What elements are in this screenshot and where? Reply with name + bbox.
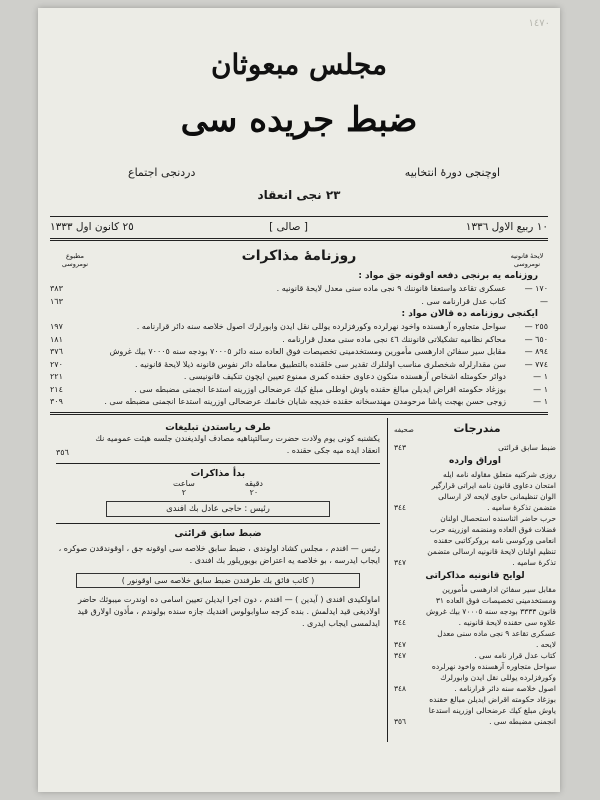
page-title: ضبط جريده سى [180, 100, 418, 140]
agenda-item-number: — [540, 296, 548, 306]
agenda-list [50, 270, 548, 409]
hijri-date: ١٠ ربيع الاول ١٣٣٦ [465, 221, 548, 233]
column-divider [387, 418, 388, 742]
announcement-page: ٣٥٦ [56, 448, 69, 457]
contents-item-page: ٣٤٤ [394, 618, 407, 627]
agenda-item-number: ١ — [533, 384, 548, 394]
announcement [56, 433, 380, 457]
contents-item-page: ٣٤٤ [394, 503, 407, 512]
contents-item [394, 442, 556, 453]
contents-page-label: صحيفه [394, 426, 414, 434]
contents-item-text: سواحل متجاوره آرهسنده واخود نهرلرده وكورفزلرده يوللى نقل ايدن وابورلرك اصول خلاصه سنه دائر قرارنامه . [431, 662, 556, 693]
meeting-label: دردنجى اجتماع [128, 166, 196, 179]
agenda-item-text: مقابل سير سفائن ادارهسى مأمورين ومستخدمينى تخصيصات فوق العاده سنه دائر ٧٠٠٠٥ بودجه سنه ٧٠٠٠٥ بيك غروش [109, 347, 506, 356]
hour-label: ساعت [173, 479, 195, 488]
contents-item-page: ٣٤٧ [394, 558, 407, 567]
agenda-left-header: مطبوع نومروسى [61, 252, 89, 268]
contents-item-page: ٣٤٨ [394, 684, 407, 693]
chair-box: رئيس : حاجى عادل بك افندى [106, 501, 330, 517]
contents-item [394, 584, 556, 628]
agenda-item [50, 359, 548, 372]
term-label: اوچنجى دورۀ انتخابيه [404, 166, 500, 179]
session-time [56, 479, 380, 497]
day-of-week: [ صالى ] [269, 221, 308, 233]
agenda-item-page: ٣٨٣ [50, 284, 63, 293]
minute-value: ٢٠ [249, 488, 259, 497]
agenda-item-text: دوائر حكومتله اشخاص آرهسنده منكون دعاوى حقنده كمرى ممنوع تعيين ايچون تنكيف قانونيسى . [183, 372, 506, 381]
contents-section-heading: لوايح قانونيه مذاكراتى [425, 571, 525, 581]
contents-list [394, 442, 556, 727]
announcement-text: يكشنبه كونى يوم ولادت حضرت رسالتپناهيه مصادف اولديغندن جلسه هيئت عموميه نك انعقاد ايده ميه جكى حقنده . [95, 434, 380, 455]
contents-item-text: كتاب عدل قرار نامه سى . [474, 651, 556, 660]
contents-item-page: ٣٥٦ [394, 717, 407, 726]
minute-label: دقيقه [244, 479, 263, 488]
agenda-item-page: ٣٧٦ [50, 347, 63, 356]
contents-item-page: ٣٤٣ [394, 443, 407, 452]
agenda-item-number: ٨٩٤ — [524, 347, 548, 356]
agenda-item-page: ٣٠٩ [50, 397, 63, 406]
divider [56, 523, 380, 524]
agenda-item-number: ١ — [533, 397, 548, 406]
agenda-title: روزنامۀ مذاكرات [241, 248, 357, 264]
proceedings-column [56, 422, 380, 630]
dateline [50, 218, 548, 238]
masthead: مجلس مبعوثان [210, 48, 388, 81]
agenda-item-page: ١٨١ [50, 334, 63, 344]
contents-item-page: ٣٤٧ [394, 651, 407, 660]
agenda-item [50, 396, 548, 409]
agenda-item-page: ٢٧٠ [50, 359, 63, 369]
agenda-section-heading: روزنامه يه برنجى دفعه اوقونه جق مواد : [358, 271, 538, 281]
agenda-right-header: لايحۀ قانونيه نومروسى [510, 252, 544, 268]
session-start-title: بدأ مذاكرات [190, 468, 246, 479]
time-minute [245, 479, 263, 497]
contents-item [394, 469, 556, 513]
contents-section-heading: اوراق وارده [449, 456, 501, 466]
contents-item [394, 513, 556, 568]
hour-value: ٢ [181, 488, 187, 497]
contents-item-text: روزى شركتيه متعلق مقاوله نامه ايله امتحان دعاوى قانون نامه ايراتى قرارگير الوان تنظيمانى حاوى لايحه لار ارسالى متضمن تذكرۀ ساميه . [431, 470, 556, 512]
session-label: ٢٣ نجى انعقاد [257, 188, 341, 202]
agenda-item [50, 384, 548, 397]
rumi-date: ٢٥ كانون اول ١٣٣٣ [50, 221, 134, 233]
agenda-item [50, 334, 548, 347]
agenda-item-text: بوزغاد حكومته اقراض ايديلن مبالغ حقنده ياوش اوطلى مبلغ كيك عرضحالى اوزرينه استدعا انجمنى مضبطه سى . [134, 384, 506, 394]
agenda-item-number: ٧٧٤ — [524, 359, 548, 369]
contents-item-text: مقابل سير سفائن ادارهسى مأمورين ومستخدمينى تخصيصات فوق العاده ٣١ قانون ٣٣٣٣ بودجه سنه ٧٠٠٠٥ بيك غروش علاوه سى حقنده لايحۀ قانونيه . [426, 585, 556, 627]
agenda-item-page: ١٦٣ [50, 296, 63, 306]
time-hour [173, 479, 195, 497]
divider [56, 463, 380, 464]
agenda-item-text: سواحل متجاوره آرهسنده واخود نهرلرده وكورفزلرده يوللى نقل ايدن وابورلرك اصول خلاصه سنه دائر قرارنامه . [136, 322, 506, 331]
agenda-item-number: ٢٥٥ — [524, 322, 548, 331]
agenda-item [50, 283, 548, 296]
contents-item-text: ضبط سابق قرائتى [498, 443, 556, 452]
contents-item-text: حرب حاضر اثناسنده استحصال اولنان فضلات فوق العاده ومنضمه اوزرينه حرب انعامى وركوسى نامه بروكركاتبى حقنده تنظيم اولنان لايحۀ قانونيه ارسالى متضمن تذكرۀ ساميه . [427, 514, 556, 567]
agenda-item-page: ٢٢١ [50, 372, 63, 381]
agenda-item [50, 321, 548, 334]
contents-title: مندرجات [453, 422, 501, 435]
divider [50, 414, 548, 415]
contents-item-text: بوزغاد حكومته اقراض ايديلن مبالغ حقنده ياوش مبلغ كيك عرضحالى اوزرينه استدعا انجمنى مضبطه سى . [428, 695, 556, 726]
agenda-item-text: محاكم نظاميه تشكيلاتى قانوننك ٤٦ نجى ماده سنى معدل قرارنامه . [282, 334, 506, 344]
agenda-item-text: كتاب عدل قرارنامه سى . [421, 296, 506, 306]
announcements-title: طرف رياستدن تبليغات [165, 422, 271, 433]
agenda-item-number: ١٧٠ — [524, 284, 548, 293]
agenda-item [50, 346, 548, 359]
agenda-item-number: ١ — [533, 372, 548, 381]
agenda-item [50, 371, 548, 384]
contents-item-text: عسكرى تقاعد ٩ نجى ماده سنى معدل لايحه . [437, 629, 556, 649]
contents-item [394, 694, 556, 727]
page-number: ١٤٧٠ [528, 18, 550, 29]
agenda-item-page: ١٩٧ [50, 322, 63, 331]
minutes-note: ( كاتب فائق بك طرفندن ضبط سابق خلاصه سى اوقونور ) [76, 573, 360, 588]
contents-item-page: ٣٤٧ [394, 640, 407, 649]
divider [50, 238, 548, 239]
agenda-item-text: عسكرى تقاعد واستعفا قانوننك ٩ نجى ماده سنى معدل لايحۀ قانونيه . [276, 284, 506, 293]
divider [50, 240, 548, 241]
divider [50, 216, 548, 217]
agenda-item-text: سن مقدارلرله شخصلرى مناسب اولنلرك تقدير سى خلقنده بالتطبيق معامله دائر نفوس قانونه ذيلا لايحۀ قانونيه . [134, 359, 506, 369]
agenda-item-page: ٢١٤ [50, 384, 63, 394]
divider [50, 412, 548, 413]
agenda-item-number: ٦٥٠ — [524, 334, 548, 344]
agenda-section-heading: ايكنجى روزنامه ده قالان مواد : [401, 309, 538, 319]
newspaper-page [38, 8, 560, 792]
reading-title: ضبط سابق قرائتى [174, 528, 262, 539]
reading-paragraph: اماولكيدى افندى ( آيدين ) — افندم ، دون اجرا ايديلن تعيين اسامى ده اوندرت ميبوثك حاضر اولاديغى قيد ايدلمش . بنده كزجه ساوابولوس افنديك جازه سنده بولوندم ، مأذون اولارق قيد ايدلمسى ايجاب ايدرى . [77, 595, 380, 628]
agenda-item [50, 296, 548, 309]
agenda-item-text: زوجى حسن بهجت پاشا مرحومدن مهندسخانه حقنده خديجه شايان خانمك عرضحالى اوزرينه استدعا انجمنى مضبطه سى . [104, 397, 506, 406]
contents-item [394, 628, 556, 650]
contents-item [394, 650, 556, 661]
contents-item [394, 661, 556, 694]
reading-paragraph: رئيس — افندم ، مجلس كشاد اولوندى ، ضبط سابق خلاصه سى اوقونه جق ، اوقوندقدن صوكره ، ايجاب ايدرسه ، بو خلاصه يه اعتراض بويوريلور بك افندى . [58, 544, 380, 565]
